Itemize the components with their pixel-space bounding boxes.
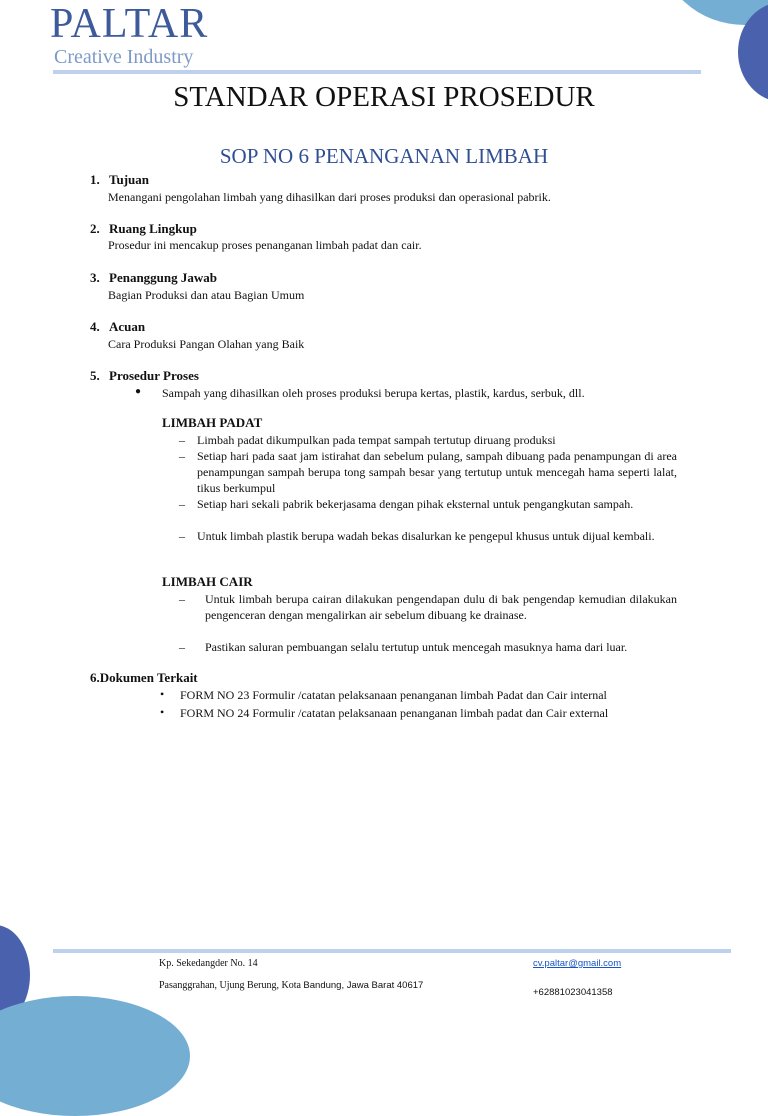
header-divider xyxy=(53,70,701,74)
limbah-padat-item: Setiap hari pada saat jam istirahat dan sebelum pulang, sampah dibuang pada penampungan di area penampungan sampah berupa tong sampah besar yang tertutup untuk mencegah hama seperti lalat, tikus berkumpul xyxy=(197,449,677,495)
section-heading-prosedur-proses: Prosedur Proses xyxy=(109,368,199,383)
document-subtitle: SOP NO 6 PENANGANAN LIMBAH xyxy=(219,144,549,168)
limbah-cair-item: Untuk limbah berupa cairan dilakukan pengendapan dulu di bak pengendap kemudian dilakukan pengenceran dengan mengalirkan air sebelum dibuang ke drainase. xyxy=(205,592,677,622)
section-heading-ruang-lingkup: Ruang Lingkup xyxy=(109,221,197,236)
section-text: Prosedur ini mencakup proses penanganan limbah padat dan cair. xyxy=(108,238,422,252)
company-logo-name: PALTAR xyxy=(50,1,209,47)
footer-phone: +62881023041358 xyxy=(533,987,613,998)
section-heading-penanggung-jawab: Penanggung Jawab xyxy=(109,270,217,285)
footer-address-line2 xyxy=(159,979,423,992)
dash-bullet: – xyxy=(179,592,185,606)
section-text: Menangani pengolahan limbah yang dihasilkan dari proses produksi dan operasional pabrik. xyxy=(108,190,551,204)
section-heading-acuan: Acuan xyxy=(109,319,146,334)
limbah-padat-item: Untuk limbah plastik berupa wadah bekas disalurkan ke pengepul khusus untuk dijual kembali. xyxy=(197,529,655,543)
section-heading-tujuan: Tujuan xyxy=(109,172,149,187)
dash-bullet: – xyxy=(179,433,185,447)
dokumen-terkait-heading: 6.Dokumen Terkait xyxy=(90,670,198,685)
limbah-padat-heading: LIMBAH PADAT xyxy=(162,415,263,430)
section-text: Bagian Produksi dan atau Bagian Umum xyxy=(108,288,305,302)
footer-address-city: Bandung, Jawa Barat 40617 xyxy=(303,980,424,991)
bullet-dot: ● xyxy=(135,386,142,397)
bullet-dot: • xyxy=(160,687,165,701)
footer-divider xyxy=(53,949,731,953)
document-title: STANDAR OPERASI PROSEDUR xyxy=(173,81,595,113)
dash-bullet: – xyxy=(179,640,185,654)
dokumen-item: FORM NO 23 Formulir /catatan pelaksanaan penanganan limbah Padat dan Cair internal xyxy=(180,688,607,702)
footer-email-link[interactable]: cv.paltar@gmail.com xyxy=(533,958,622,969)
section-number: 4. xyxy=(90,319,100,334)
limbah-cair-heading: LIMBAH CAIR xyxy=(162,574,253,589)
section-number: 3. xyxy=(90,270,100,285)
limbah-padat-item: Setiap hari sekali pabrik bekerjasama dengan pihak eksternal untuk pengangkutan sampah. xyxy=(197,497,634,511)
section-number: 2. xyxy=(90,221,100,236)
section-number: 5. xyxy=(90,368,100,383)
dokumen-item: FORM NO 24 Formulir /catatan pelaksanaan penanganan limbah padat dan Cair external xyxy=(180,706,609,720)
dash-bullet: – xyxy=(179,529,185,543)
section-number: 1. xyxy=(90,172,100,187)
section-bullet-text: Sampah yang dihasilkan oleh proses produksi berupa kertas, plastik, kardus, serbuk, dll. xyxy=(162,386,585,400)
bullet-dot: • xyxy=(160,705,165,719)
section-text: Cara Produksi Pangan Olahan yang Baik xyxy=(108,337,305,351)
dash-bullet: – xyxy=(179,497,185,511)
company-logo-tagline: Creative Industry xyxy=(54,46,194,68)
footer-address-district: Pasanggrahan, Ujung Berung, Kota xyxy=(159,980,301,991)
corner-decoration-circle xyxy=(0,996,190,1116)
footer-address-line1: Kp. Sekedangder No. 14 xyxy=(159,958,258,969)
dash-bullet: – xyxy=(179,449,185,463)
limbah-cair-item: Pastikan saluran pembuangan selalu tertutup untuk mencegah masuknya hama dari luar. xyxy=(205,640,628,654)
limbah-padat-item: Limbah padat dikumpulkan pada tempat sampah tertutup diruang produksi xyxy=(197,433,556,447)
